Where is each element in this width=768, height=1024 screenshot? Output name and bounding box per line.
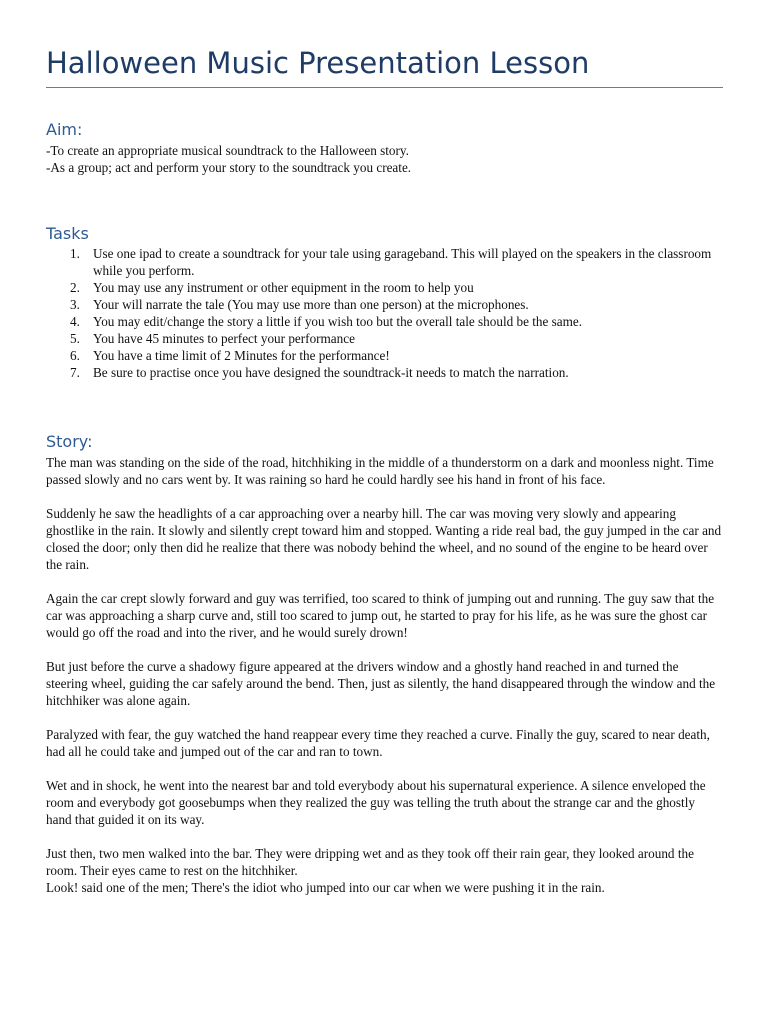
list-item — [46, 279, 726, 296]
list-item-text: You may edit/change the story a little if you wish too but the overall tale should be the same. — [93, 314, 583, 329]
list-item-number: 6. — [70, 348, 80, 363]
list-item-number: 7. — [70, 365, 80, 380]
list-item — [46, 296, 726, 313]
aim-heading: Aim: — [46, 120, 83, 139]
list-item-text: Use one ipad to create a soundtrack for your tale using garageband. This will played on the speakers in the classroom while you perform. — [93, 246, 712, 278]
title-underline — [46, 87, 723, 88]
list-item-number: 2. — [70, 280, 80, 295]
list-item — [46, 364, 726, 381]
list-item-text: Your will narrate the tale (You may use more than one person) at the microphones. — [93, 297, 529, 312]
story-text — [46, 454, 722, 896]
list-item-text: You may use any instrument or other equipment in the room to help you — [93, 280, 474, 295]
list-item-text: You have 45 minutes to perfect your performance — [93, 331, 355, 346]
list-item-text: Be sure to practise once you have designed the soundtrack-it needs to match the narration. — [93, 365, 569, 380]
list-item — [46, 330, 726, 347]
story-heading: Story: — [46, 432, 93, 451]
list-item — [46, 245, 726, 279]
story-paragraph: Look! said one of the men; There's the idiot who jumped into our car when we were pushing it in the rain. — [46, 880, 605, 895]
story-paragraph: Paralyzed with fear, the guy watched the hand reappear every time they reached a curve. Finally the guy, scared to near death, had all he could take and jumped out of the car and ran to town. — [46, 727, 710, 759]
story-paragraph: Again the car crept slowly forward and guy was terrified, too scared to think of jumping out and running. The guy saw that the car was approaching a sharp curve and, still too scared to jump out, he started to pray for his life, as he was sure the ghost car would go off the road and into the river, and he would surely drown! — [46, 591, 715, 640]
aim-line: -To create an appropriate musical soundtrack to the Halloween story. — [46, 143, 409, 158]
list-item-number: 1. — [70, 246, 80, 261]
story-paragraph: The man was standing on the side of the road, hitchhiking in the middle of a thunderstorm on a dark and moonless night. Time passed slowly and no cars went by. It was raining so hard he could hardly see his hand in front of his face. — [46, 455, 714, 487]
list-item — [46, 347, 726, 364]
story-paragraph: Just then, two men walked into the bar. They were dripping wet and as they took off their rain gear, they looked around the room. Their eyes came to rest on the hitchhiker. — [46, 846, 694, 878]
list-item-number: 3. — [70, 297, 80, 312]
aim-text — [46, 142, 726, 176]
story-paragraph: Wet and in shock, he went into the nearest bar and told everybody about his supernatural experience. A silence enveloped the room and everybody got goosebumps when they realized the guy was telling the truth about the strange car and the ghostly hand that guided it on its way. — [46, 778, 706, 827]
tasks-list — [46, 245, 726, 381]
list-item-text: You have a time limit of 2 Minutes for the performance! — [93, 348, 390, 363]
list-item-number: 5. — [70, 331, 80, 346]
aim-line: -As a group; act and perform your story to the soundtrack you create. — [46, 160, 412, 175]
list-item — [46, 313, 726, 330]
page-title: Halloween Music Presentation Lesson — [46, 46, 590, 80]
story-paragraph: But just before the curve a shadowy figure appeared at the drivers window and a ghostly hand reached in and turned the steering wheel, guiding the car safely around the bend. Then, just as silently, the hand disappeared through the window and the hitchhiker was alone again. — [46, 659, 716, 708]
tasks-heading: Tasks — [46, 224, 89, 243]
list-item-number: 4. — [70, 314, 80, 329]
story-paragraph: Suddenly he saw the headlights of a car approaching over a nearby hill. The car was moving very slowly and appearing ghostlike in the rain. It slowly and silently crept toward him and stopped. Wanting a ride real bad, the guy jumped in the car and closed the door; only then did he realize that there was nobody behind the wheel, and no sound of the engine to be heard over the rain. — [46, 506, 722, 572]
